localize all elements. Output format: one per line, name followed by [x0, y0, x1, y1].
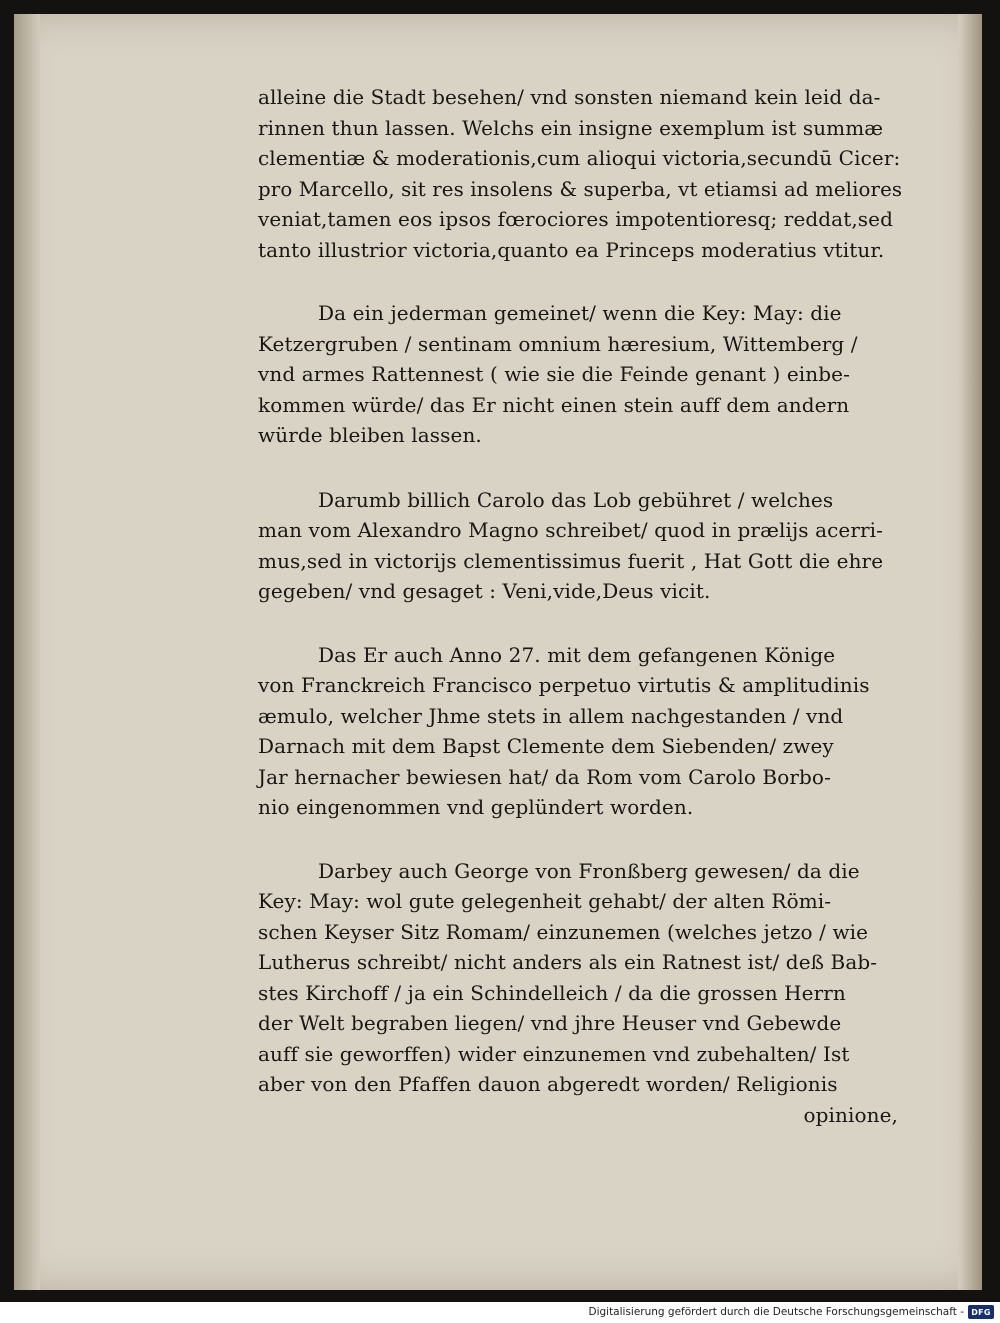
paragraph-1 [258, 82, 902, 265]
paragraph-2 [258, 298, 902, 451]
text-line: Darbey auch George von Fronßberg gewesen/ da die [318, 858, 860, 883]
dfg-logo-icon [968, 1305, 994, 1319]
text-line: Jar hernacher bewiesen hat/ da Rom vom Carolo Borbo- [258, 764, 831, 789]
text-line: der Welt begraben liegen/ vnd jhre Heuser vnd Gebewde [258, 1011, 842, 1035]
dfg-logo-label: DFG [971, 1307, 991, 1317]
text-line: kommen würde/ das Er nicht einen stein auff dem andern [258, 392, 850, 417]
text-line: veniat,tamen eos ipsos fœrociores impotentioresq; reddat,sed [258, 207, 894, 231]
text-line: Lutherus schreibt/ nicht anders als ein Ratnest ist/ deß Bab- [258, 950, 878, 974]
text-line: Da ein jederman gemeinet/ wenn die Key: May: die [318, 301, 842, 325]
text-line: würde bleiben lassen. [258, 423, 482, 447]
text-line: æmulo, welcher Jhme stets in allem nachgestanden / vnd [258, 703, 844, 728]
paragraph-3 [258, 485, 902, 607]
catchword: opinione, [803, 1102, 898, 1127]
text-line: Ketzergruben / sentinam omnium hæresium, Wittemberg / [258, 331, 858, 356]
page-text [258, 82, 902, 1130]
text-line: mus,sed in victorijs clementissimus fuerit , Hat Gott die ehre [258, 548, 884, 573]
text-line: vnd armes Rattennest ( wie sie die Feinde genant ) einbe- [258, 362, 850, 386]
text-line: aber von den Pfaffen dauon abgeredt worden/ Religionis [258, 1072, 838, 1096]
text-line: von Franckreich Francisco perpetuo virtutis & amplitudinis [258, 673, 870, 697]
footer-bar [0, 1302, 1000, 1323]
text-line: auff sie geworffen) wider einzunemen vnd zubehalten/ Ist [258, 1041, 850, 1066]
text-line: Darnach mit dem Bapst Clemente dem Siebenden/ zwey [258, 734, 834, 758]
text-line: alleine die Stadt besehen/ vnd sonsten niemand kein leid da- [258, 85, 881, 109]
text-line: nio eingenommen vnd geplündert worden. [258, 795, 694, 819]
text-line: gegeben/ vnd gesaget : Veni,vide,Deus vicit. [258, 579, 711, 603]
text-line: Darumb billich Carolo das Lob gebühret / welches [318, 487, 834, 512]
text-line: rinnen thun lassen. Welchs ein insigne exemplum ist summæ [258, 115, 884, 140]
text-line: stes Kirchoff / ja ein Schindelleich / da die grossen Herrn [258, 980, 846, 1005]
paragraph-4 [258, 640, 902, 823]
page-edge-shadow [958, 14, 982, 1290]
funding-credit: Digitalisierung gefördert durch die Deutsche Forschungsgemeinschaft - [588, 1306, 964, 1318]
text-line: man vom Alexandro Magno schreibet/ quod in prælijs acerri- [258, 518, 884, 542]
text-line: pro Marcello, sit res insolens & superba, vt etiamsi ad meliores [258, 176, 903, 201]
paragraph-5 [258, 856, 902, 1131]
text-line: schen Keyser Sitz Romam/ einzunemen (welches jetzo / wie [258, 919, 869, 944]
page-gutter-shadow [14, 14, 40, 1290]
text-line: Das Er auch Anno 27. mit dem gefangenen Könige [318, 642, 836, 667]
text-line: Key: May: wol gute gelegenheit gehabt/ der alten Römi- [258, 889, 832, 913]
text-line: clementiæ & moderationis,cum alioqui victoria,secundū Cicer: [258, 146, 901, 170]
text-line: tanto illustrior victoria,quanto ea Princeps moderatius vtitur. [258, 237, 885, 262]
